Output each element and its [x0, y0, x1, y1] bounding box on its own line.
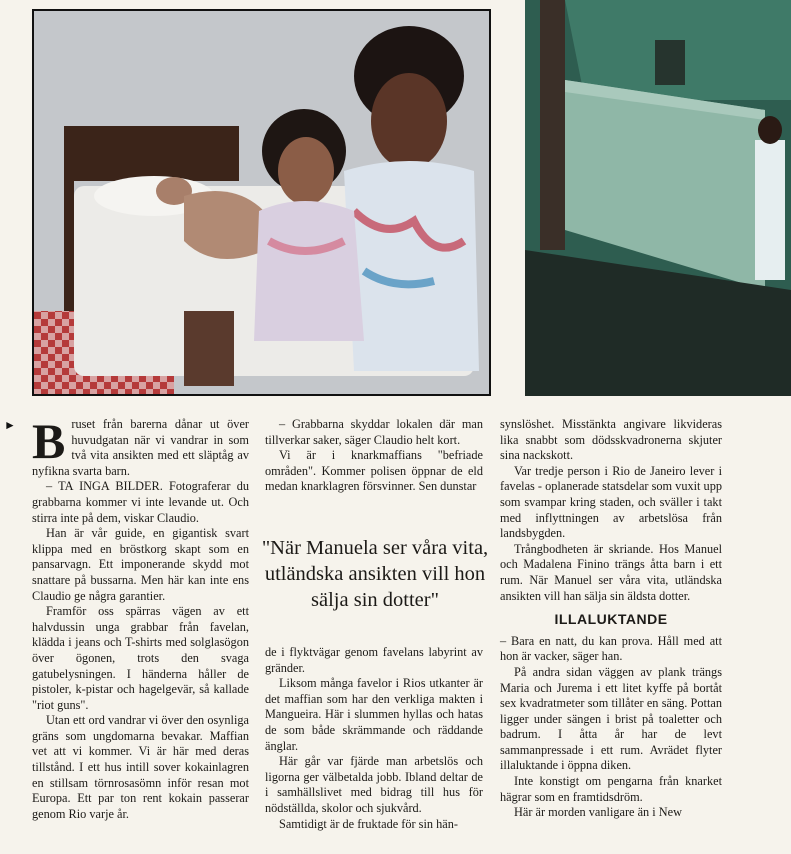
article-paragraph: synslöshet. Misstänkta angivare likvideras lika snabbt som dödsskvadronerna skjuter sina nackskott.: [500, 417, 722, 463]
article-column-1: [32, 413, 249, 822]
article-paragraph: – Bara en natt, du kan prova. Håll med att hon är vacker, säger han.: [500, 633, 722, 664]
photo-family-bedroom-illustration: [34, 11, 489, 394]
article-paragraph: de i flyktvägar genom favelans labyrint av gränder.: [265, 645, 483, 675]
photo-favela-wall: [525, 0, 791, 396]
article-paragraph: – TA INGA BILDER. Fotograferar du grabbarna kommer vi inte levande ut. Och stirra inte på dem, viskar Claudio.: [32, 479, 249, 525]
article-column-2-bottom: [265, 645, 483, 832]
article-paragraph: Han är vår guide, en gigantisk svart klippa med en bröstkorg skapt som en pansarvagn. Ett imponerande skydd mot snattare på bussarna. Men här kan inte ens Claudio ge några garantier.: [32, 526, 249, 603]
article-paragraph: Samtidigt är de fruktade för sin hän-: [279, 816, 458, 831]
article-paragraph: Här går var fjärde man arbetslös och ligorna ger välbetalda jobb. Ibland deltar de i samhällslivet med bidrag till hus för nödställda, skolor och sjukvård.: [265, 754, 483, 815]
article-paragraph: Framför oss spärras vägen av ett halvdussin unga grabbar från favelan, klädda i jeans och T-shirts med solglasögon över ögonen, trots den svaga gatubelysningen. I händerna håller de pistoler, k-pistar och hagelgevär, så kallade "riot guns".: [32, 604, 249, 712]
article-paragraph: Här är morden vanligare än i New: [514, 805, 682, 820]
pull-quote: "När Manuela ser våra vita, utländska ansikten vill hon sälja sin dotter": [261, 537, 489, 611]
article-column-2-top: [265, 417, 483, 495]
photo-favela-wall-illustration: [525, 0, 791, 396]
article-paragraph: Utan ett ord vandrar vi över den osynliga gräns som ungdomarna bevakar. Maffian vet att vi kommer. Vi är här med deras tillstånd. I ett hus intill sover kokainlagren en stillsam törnrosasömn inför resan mot Europa. Ett par ton rent kokain passerar genom Rio varje år.: [32, 713, 249, 821]
photo-family-bedroom: [32, 9, 491, 396]
article-paragraph: Var tredje person i Rio de Janeiro lever i favelas - oplanerade statsdelar som vuxit upp som svampar kring staden, och sväller i takt med inflyttningen av arbetslösa från landsbygden.: [500, 463, 722, 541]
article-paragraph: På andra sidan väggen av plank trängs Maria och Jurema i ett litet kyffe på bortåt sex kvadratmeter som tillåter en säng. Pottan ligger under sängen i brist på toaletter och badrum. I åtta år har de levt sammanpressade i ett rum. Avrädet flyter illaluktande i öppna diken.: [500, 664, 722, 773]
article-paragraph: Trångbodheten är skriande. Hos Manuel och Madalena Finino trängs åtta barn i ett rum. När Manuel ser våra vita, utländska ansikten vill han sälja sin äldsta dotter.: [500, 541, 722, 603]
article-paragraph: – Grabbarna skyddar lokalen där man tillverkar saker, säger Claudio helt kort.: [265, 417, 483, 447]
subheading: ILLALUKTANDE: [554, 611, 668, 628]
article-paragraph: Inte konstigt om pengarna från knarket hägrar som en framtidsdröm.: [500, 774, 722, 804]
dropcap-letter: B: [32, 413, 66, 469]
article-paragraph: Liksom många favelor i Rios utkanter är det maffian som har den verkliga makten i Mangueira. Här i slummen hyllas och hatas de som både skrämmande och räddande änglar.: [265, 676, 483, 753]
arrow-marker-icon: ►: [4, 418, 16, 432]
article-column-3: [500, 417, 722, 821]
article-paragraph: Vi är i knarkmaffians "befriade områden". Kommer polisen öppnar de eld medan knarklagren försvinner. Sen dunstar: [265, 448, 483, 494]
article-paragraph: ruset från barerna dånar ut över huvudgatan när vi vandrar in som två vita ansikten med ett släptåg av nyfikna svarta barn.: [32, 417, 249, 478]
